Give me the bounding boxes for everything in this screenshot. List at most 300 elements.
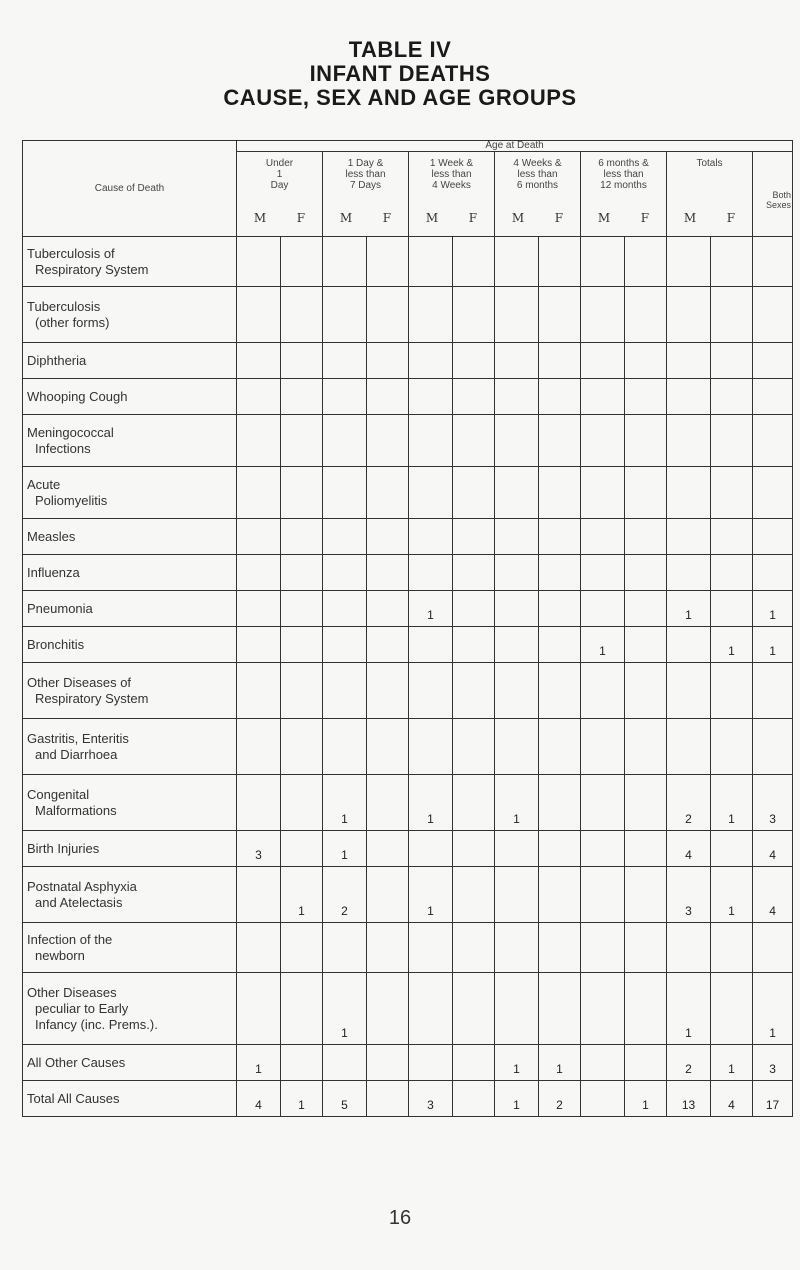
count-cell: 1 bbox=[495, 775, 539, 831]
page-number: 16 bbox=[388, 1207, 412, 1229]
count-cell bbox=[453, 555, 495, 591]
count-cell bbox=[323, 287, 367, 343]
both-sexes-cell bbox=[753, 237, 793, 287]
count-cell: 2 bbox=[323, 867, 367, 923]
count-cell bbox=[409, 1045, 453, 1081]
count-cell bbox=[581, 775, 625, 831]
count-cell: 1 bbox=[323, 775, 367, 831]
both-sexes-cell: 1 bbox=[753, 627, 793, 663]
both-sexes-cell: 4 bbox=[753, 831, 793, 867]
count-cell bbox=[625, 775, 667, 831]
both-sexes-cell bbox=[753, 719, 793, 775]
count-cell bbox=[495, 831, 539, 867]
count-cell bbox=[323, 591, 367, 627]
count-cell bbox=[667, 467, 711, 519]
count-cell: 3 bbox=[409, 1081, 453, 1117]
both-sexes-cell: 17 bbox=[753, 1081, 793, 1117]
cause-label: Gastritis, Enteritis bbox=[27, 730, 129, 746]
count-cell bbox=[323, 1045, 367, 1081]
both-sexes-cell bbox=[753, 415, 793, 467]
count-cell bbox=[367, 343, 409, 379]
count-cell bbox=[667, 627, 711, 663]
count-cell bbox=[409, 415, 453, 467]
count-cell: 1 bbox=[711, 775, 753, 831]
count-cell bbox=[581, 415, 625, 467]
count-cell: 5 bbox=[323, 1081, 367, 1117]
both-sexes-cell bbox=[753, 287, 793, 343]
cause-cell bbox=[23, 867, 237, 923]
count-cell bbox=[581, 237, 625, 287]
table-row bbox=[23, 379, 793, 415]
age-group-header: 1 Day & less than 7 Days M F bbox=[323, 152, 409, 237]
cause-label: Malformations bbox=[35, 802, 117, 818]
count-cell bbox=[409, 627, 453, 663]
cause-cell bbox=[23, 379, 237, 415]
count-cell bbox=[453, 663, 495, 719]
count-cell bbox=[539, 287, 581, 343]
count-cell bbox=[667, 379, 711, 415]
table-subtitle: CAUSE, SEX AND AGE GROUPS bbox=[223, 85, 577, 110]
table-row bbox=[23, 343, 793, 379]
count-cell: 2 bbox=[539, 1081, 581, 1117]
count-cell: 1 bbox=[281, 867, 323, 923]
count-cell bbox=[539, 237, 581, 287]
count-cell bbox=[367, 663, 409, 719]
count-cell bbox=[323, 719, 367, 775]
count-cell: 1 bbox=[323, 831, 367, 867]
count-cell bbox=[409, 287, 453, 343]
count-cell bbox=[237, 467, 281, 519]
count-cell bbox=[495, 627, 539, 663]
both-sexes-cell: 1 bbox=[753, 591, 793, 627]
count-cell bbox=[453, 237, 495, 287]
cause-cell bbox=[23, 923, 237, 973]
count-cell bbox=[367, 627, 409, 663]
count-cell bbox=[323, 467, 367, 519]
count-cell bbox=[581, 287, 625, 343]
count-cell bbox=[711, 519, 753, 555]
table-body bbox=[23, 237, 793, 1117]
count-cell bbox=[625, 467, 667, 519]
count-cell bbox=[581, 923, 625, 973]
count-cell bbox=[409, 923, 453, 973]
count-cell bbox=[581, 467, 625, 519]
count-cell bbox=[281, 973, 323, 1045]
cause-label: Respiratory System bbox=[35, 261, 149, 277]
count-cell bbox=[539, 379, 581, 415]
both-sexes-cell: 3 bbox=[753, 775, 793, 831]
count-cell bbox=[453, 973, 495, 1045]
cause-label: All Other Causes bbox=[27, 1054, 126, 1070]
count-cell bbox=[237, 663, 281, 719]
count-cell bbox=[453, 467, 495, 519]
cause-cell bbox=[23, 1081, 237, 1117]
count-cell: 1 bbox=[667, 591, 711, 627]
count-cell bbox=[667, 287, 711, 343]
count-cell bbox=[281, 627, 323, 663]
count-cell bbox=[453, 343, 495, 379]
both-sexes-cell bbox=[753, 519, 793, 555]
cause-label: Measles bbox=[27, 528, 76, 544]
cause-label: Total All Causes bbox=[27, 1090, 120, 1106]
count-cell bbox=[667, 519, 711, 555]
count-cell bbox=[539, 867, 581, 923]
count-cell bbox=[237, 555, 281, 591]
count-cell bbox=[581, 973, 625, 1045]
count-cell bbox=[367, 237, 409, 287]
count-cell bbox=[539, 467, 581, 519]
count-cell bbox=[667, 343, 711, 379]
table-row bbox=[23, 831, 793, 867]
count-cell bbox=[409, 555, 453, 591]
count-cell bbox=[323, 663, 367, 719]
count-cell bbox=[281, 719, 323, 775]
count-cell: 1 bbox=[237, 1045, 281, 1081]
table-row bbox=[23, 287, 793, 343]
both-sexes-cell bbox=[753, 663, 793, 719]
cause-cell bbox=[23, 775, 237, 831]
count-cell bbox=[281, 467, 323, 519]
both-sexes-cell: 4 bbox=[753, 867, 793, 923]
count-cell bbox=[625, 627, 667, 663]
count-cell bbox=[367, 467, 409, 519]
count-cell bbox=[281, 287, 323, 343]
cause-cell bbox=[23, 467, 237, 519]
cause-label: Postnatal Asphyxia bbox=[27, 878, 137, 894]
count-cell bbox=[237, 379, 281, 415]
count-cell bbox=[667, 923, 711, 973]
cause-label: Acute bbox=[27, 476, 61, 492]
cause-label: Pneumonia bbox=[27, 600, 93, 616]
count-cell bbox=[667, 415, 711, 467]
count-cell bbox=[237, 519, 281, 555]
table-row bbox=[23, 719, 793, 775]
count-cell bbox=[367, 415, 409, 467]
count-cell bbox=[367, 287, 409, 343]
age-at-death-header: Age at Death bbox=[237, 141, 793, 152]
both-sexes-cell bbox=[753, 467, 793, 519]
count-cell bbox=[625, 831, 667, 867]
count-cell bbox=[495, 379, 539, 415]
count-cell bbox=[367, 1045, 409, 1081]
count-cell bbox=[495, 287, 539, 343]
count-cell bbox=[539, 775, 581, 831]
cause-cell bbox=[23, 831, 237, 867]
count-cell bbox=[625, 867, 667, 923]
table-title: INFANT DEATHS bbox=[309, 61, 491, 86]
table-row bbox=[23, 555, 793, 591]
count-cell bbox=[453, 591, 495, 627]
count-cell bbox=[495, 237, 539, 287]
count-cell bbox=[667, 237, 711, 287]
count-cell: 1 bbox=[495, 1081, 539, 1117]
count-cell: 4 bbox=[711, 1081, 753, 1117]
cause-cell bbox=[23, 237, 237, 287]
count-cell bbox=[711, 237, 753, 287]
cause-label: Tuberculosis bbox=[27, 298, 101, 314]
table-row bbox=[23, 627, 793, 663]
count-cell bbox=[281, 379, 323, 415]
count-cell bbox=[367, 591, 409, 627]
count-cell bbox=[367, 719, 409, 775]
cause-label: Influenza bbox=[27, 564, 80, 580]
count-cell bbox=[495, 415, 539, 467]
count-cell bbox=[323, 627, 367, 663]
totals-header: Totals M F bbox=[667, 152, 753, 237]
count-cell bbox=[711, 831, 753, 867]
count-cell bbox=[539, 627, 581, 663]
age-group-header: 4 Weeks & less than 6 months M F bbox=[495, 152, 581, 237]
count-cell bbox=[409, 379, 453, 415]
cause-label: and Diarrhoea bbox=[35, 746, 118, 762]
count-cell bbox=[453, 287, 495, 343]
cause-label: Tuberculosis of bbox=[27, 245, 115, 261]
cause-label: Meningococcal bbox=[27, 424, 114, 440]
both-sexes-cell bbox=[753, 923, 793, 973]
table-row bbox=[23, 867, 793, 923]
count-cell bbox=[625, 379, 667, 415]
cause-label: Bronchitis bbox=[27, 636, 85, 652]
cause-label: peculiar to Early bbox=[35, 1000, 129, 1016]
count-cell: 3 bbox=[667, 867, 711, 923]
count-cell bbox=[367, 379, 409, 415]
both-sexes-cell bbox=[753, 555, 793, 591]
cause-cell bbox=[23, 415, 237, 467]
count-cell bbox=[453, 831, 495, 867]
both-sexes-cell: 1 bbox=[753, 973, 793, 1045]
count-cell bbox=[711, 379, 753, 415]
table-row bbox=[23, 1081, 793, 1117]
table-row bbox=[23, 1045, 793, 1081]
cause-label: and Atelectasis bbox=[35, 894, 123, 910]
count-cell bbox=[281, 775, 323, 831]
count-cell bbox=[453, 1045, 495, 1081]
count-cell bbox=[495, 343, 539, 379]
count-cell: 1 bbox=[495, 1045, 539, 1081]
count-cell bbox=[323, 237, 367, 287]
cause-label: Poliomyelitis bbox=[35, 492, 108, 508]
count-cell bbox=[581, 867, 625, 923]
count-cell bbox=[625, 719, 667, 775]
count-cell bbox=[237, 287, 281, 343]
table-row bbox=[23, 237, 793, 287]
count-cell bbox=[711, 591, 753, 627]
cause-label: Respiratory System bbox=[35, 690, 149, 706]
count-cell bbox=[625, 923, 667, 973]
count-cell bbox=[711, 719, 753, 775]
count-cell bbox=[237, 923, 281, 973]
count-cell bbox=[237, 775, 281, 831]
count-cell bbox=[281, 555, 323, 591]
table-title-block bbox=[0, 38, 800, 110]
count-cell bbox=[581, 555, 625, 591]
count-cell bbox=[581, 1081, 625, 1117]
cause-cell bbox=[23, 1045, 237, 1081]
cause-label: Birth Injuries bbox=[27, 840, 100, 856]
count-cell bbox=[539, 519, 581, 555]
count-cell bbox=[581, 663, 625, 719]
cause-cell bbox=[23, 343, 237, 379]
count-cell: 2 bbox=[667, 775, 711, 831]
count-cell bbox=[367, 973, 409, 1045]
count-cell bbox=[625, 1045, 667, 1081]
count-cell bbox=[409, 519, 453, 555]
count-cell bbox=[711, 467, 753, 519]
cause-label: Diphtheria bbox=[27, 352, 87, 368]
count-cell bbox=[625, 343, 667, 379]
cause-label: Infections bbox=[35, 440, 91, 456]
table-number: TABLE IV bbox=[348, 37, 452, 62]
count-cell bbox=[409, 663, 453, 719]
cause-label: Other Diseases of bbox=[27, 674, 132, 690]
table-row bbox=[23, 775, 793, 831]
count-cell bbox=[667, 555, 711, 591]
count-cell bbox=[625, 237, 667, 287]
count-cell bbox=[539, 591, 581, 627]
count-cell bbox=[711, 555, 753, 591]
count-cell bbox=[367, 519, 409, 555]
age-group-header: Under 1 Day M F bbox=[237, 152, 323, 237]
count-cell bbox=[237, 343, 281, 379]
count-cell: 4 bbox=[237, 1081, 281, 1117]
count-cell bbox=[495, 867, 539, 923]
cause-cell bbox=[23, 519, 237, 555]
count-cell bbox=[581, 1045, 625, 1081]
count-cell bbox=[409, 467, 453, 519]
count-cell bbox=[711, 415, 753, 467]
count-cell: 13 bbox=[667, 1081, 711, 1117]
count-cell bbox=[495, 519, 539, 555]
count-cell: 1 bbox=[581, 627, 625, 663]
count-cell bbox=[367, 867, 409, 923]
infant-deaths-table bbox=[22, 140, 793, 1117]
table-row bbox=[23, 973, 793, 1045]
count-cell bbox=[237, 591, 281, 627]
count-cell bbox=[453, 775, 495, 831]
count-cell bbox=[539, 831, 581, 867]
count-cell bbox=[409, 831, 453, 867]
count-cell: 1 bbox=[409, 591, 453, 627]
count-cell bbox=[237, 627, 281, 663]
both-sexes-cell bbox=[753, 343, 793, 379]
count-cell bbox=[711, 923, 753, 973]
count-cell bbox=[281, 1045, 323, 1081]
count-cell bbox=[281, 519, 323, 555]
count-cell bbox=[367, 555, 409, 591]
count-cell bbox=[495, 923, 539, 973]
cause-label: Whooping Cough bbox=[27, 388, 128, 404]
cause-label: Other Diseases bbox=[27, 984, 117, 1000]
count-cell bbox=[539, 555, 581, 591]
both-sexes-cell bbox=[753, 379, 793, 415]
cause-cell bbox=[23, 591, 237, 627]
count-cell bbox=[495, 591, 539, 627]
count-cell bbox=[323, 343, 367, 379]
count-cell bbox=[453, 415, 495, 467]
count-cell bbox=[323, 379, 367, 415]
count-cell bbox=[453, 923, 495, 973]
count-cell bbox=[581, 719, 625, 775]
count-cell: 1 bbox=[711, 627, 753, 663]
count-cell bbox=[237, 867, 281, 923]
cause-cell bbox=[23, 555, 237, 591]
count-cell bbox=[625, 591, 667, 627]
count-cell bbox=[323, 923, 367, 973]
both-sexes-cell: 3 bbox=[753, 1045, 793, 1081]
table-row bbox=[23, 415, 793, 467]
count-cell bbox=[453, 627, 495, 663]
count-cell bbox=[237, 415, 281, 467]
count-cell bbox=[539, 973, 581, 1045]
cause-label: newborn bbox=[35, 947, 85, 963]
count-cell: 1 bbox=[667, 973, 711, 1045]
count-cell bbox=[281, 591, 323, 627]
count-cell bbox=[237, 719, 281, 775]
count-cell bbox=[581, 831, 625, 867]
count-cell bbox=[409, 719, 453, 775]
count-cell bbox=[409, 973, 453, 1045]
count-cell bbox=[625, 287, 667, 343]
count-cell bbox=[281, 831, 323, 867]
age-group-header: 1 Week & less than 4 Weeks M F bbox=[409, 152, 495, 237]
count-cell bbox=[495, 467, 539, 519]
count-cell: 1 bbox=[711, 867, 753, 923]
count-cell bbox=[625, 415, 667, 467]
count-cell bbox=[539, 663, 581, 719]
count-cell bbox=[453, 379, 495, 415]
count-cell bbox=[625, 663, 667, 719]
count-cell: 1 bbox=[711, 1045, 753, 1081]
count-cell bbox=[581, 591, 625, 627]
cause-label: (other forms) bbox=[35, 314, 110, 330]
count-cell bbox=[281, 415, 323, 467]
count-cell: 2 bbox=[667, 1045, 711, 1081]
count-cell: 1 bbox=[409, 867, 453, 923]
cause-label: Infancy (inc. Prems.). bbox=[35, 1016, 158, 1032]
count-cell bbox=[409, 237, 453, 287]
table-row bbox=[23, 519, 793, 555]
count-cell bbox=[323, 415, 367, 467]
count-cell bbox=[453, 867, 495, 923]
count-cell bbox=[453, 519, 495, 555]
count-cell bbox=[667, 663, 711, 719]
count-cell bbox=[711, 663, 753, 719]
cause-cell bbox=[23, 627, 237, 663]
count-cell bbox=[625, 973, 667, 1045]
table-row bbox=[23, 467, 793, 519]
count-cell bbox=[453, 1081, 495, 1117]
cause-label: Congenital bbox=[27, 786, 90, 802]
count-cell bbox=[539, 923, 581, 973]
count-cell bbox=[367, 831, 409, 867]
count-cell bbox=[281, 923, 323, 973]
count-cell bbox=[323, 519, 367, 555]
count-cell bbox=[539, 719, 581, 775]
count-cell bbox=[711, 973, 753, 1045]
count-cell bbox=[367, 923, 409, 973]
age-group-header: 6 months & less than 12 months M F bbox=[581, 152, 667, 237]
count-cell: 3 bbox=[237, 831, 281, 867]
count-cell bbox=[625, 519, 667, 555]
count-cell bbox=[495, 555, 539, 591]
count-cell bbox=[323, 555, 367, 591]
count-cell bbox=[237, 973, 281, 1045]
cause-cell bbox=[23, 973, 237, 1045]
count-cell bbox=[281, 237, 323, 287]
count-cell bbox=[453, 719, 495, 775]
count-cell bbox=[581, 519, 625, 555]
count-cell: 4 bbox=[667, 831, 711, 867]
